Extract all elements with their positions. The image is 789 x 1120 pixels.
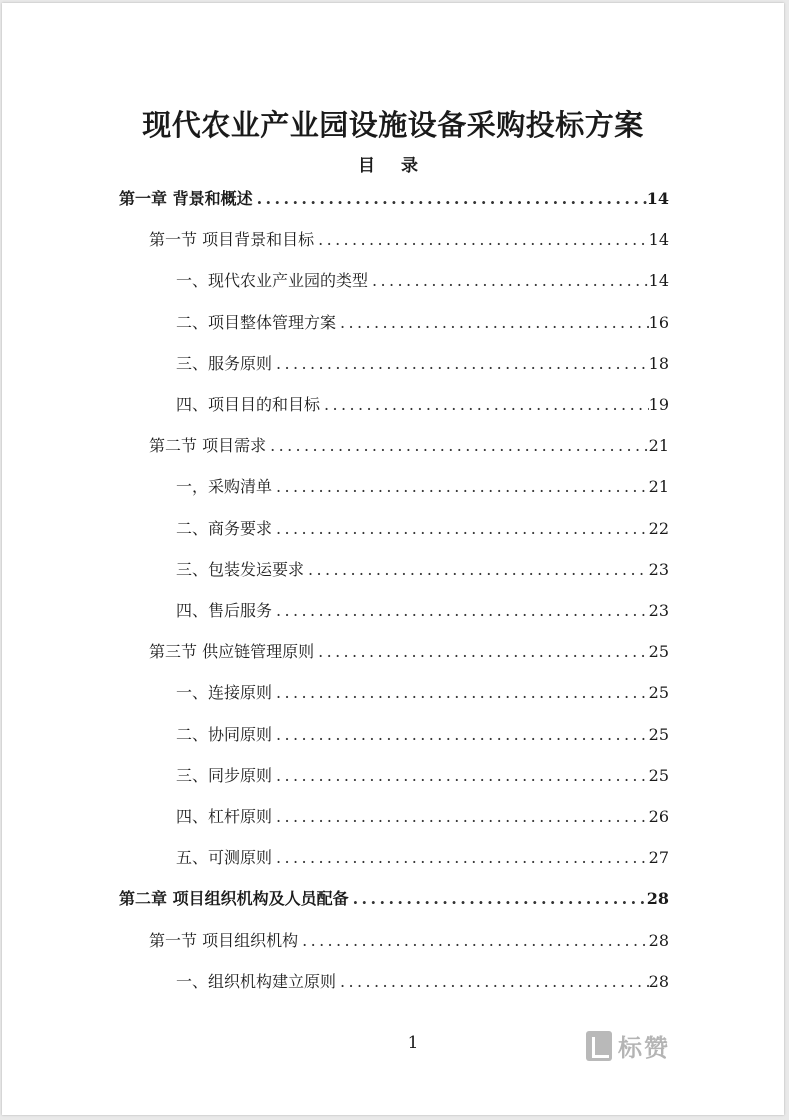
watermark-text: 标赞	[618, 1034, 670, 1062]
toc-entry[interactable]	[176, 350, 669, 378]
toc-leader-dots	[272, 844, 649, 872]
toc-entry[interactable]	[149, 432, 669, 460]
toc-entry-label: 一、组织机构建立原则	[176, 972, 337, 991]
toc-entry-label: 第二章 项目组织机构及人员配备	[119, 889, 349, 908]
toc-entry-page-number: 25	[648, 642, 669, 661]
toc-leader-dots	[266, 432, 649, 460]
toc-entry-label: 四、售后服务	[176, 601, 273, 620]
toc-entry-label: 一，采购清单	[176, 477, 273, 496]
toc-entry[interactable]	[176, 844, 669, 872]
toc-entry-label: 第三节 供应链管理原则	[149, 642, 315, 661]
watermark	[586, 1028, 670, 1063]
toc-leader-dots	[304, 556, 649, 584]
toc-entry[interactable]	[176, 556, 669, 584]
toc-entry-label: 五、可测原则	[176, 848, 273, 867]
toc-entry-page-number: 26	[648, 807, 669, 826]
toc-entry-page-number: 23	[648, 601, 669, 620]
toc-entry[interactable]	[149, 638, 669, 666]
toc-entry-page-number: 25	[648, 683, 669, 702]
toc-entry-label: 三、同步原则	[176, 766, 273, 785]
toc-leader-dots	[272, 515, 649, 543]
toc-leader-dots	[314, 638, 649, 666]
toc-leader-dots	[272, 597, 649, 625]
toc-entry[interactable]	[176, 515, 669, 543]
toc-leader-dots	[336, 309, 649, 337]
toc-leader-dots	[272, 679, 649, 707]
toc-entry[interactable]	[176, 762, 669, 790]
document-page	[2, 3, 784, 1115]
toc-leader-dots	[272, 762, 649, 790]
toc-leader-dots	[349, 885, 647, 913]
toc-entry-page-number: 25	[648, 725, 669, 744]
toc-leader-dots	[320, 391, 649, 419]
toc-entry[interactable]	[149, 927, 669, 955]
toc-leader-dots	[272, 721, 649, 749]
biaozan-logo-icon	[586, 1031, 612, 1061]
toc-entry[interactable]	[176, 473, 669, 501]
toc-entry-label: 第一章 背景和概述	[119, 189, 253, 208]
toc-entry-label: 二、商务要求	[176, 519, 273, 538]
toc-entry[interactable]	[176, 679, 669, 707]
toc-leader-dots	[272, 803, 649, 831]
toc-leader-dots	[314, 226, 649, 254]
toc-entry[interactable]	[119, 185, 669, 213]
toc-leader-dots	[272, 350, 649, 378]
toc-entry-page-number: 14	[648, 230, 669, 249]
toc-entry-label: 二、项目整体管理方案	[176, 313, 337, 332]
toc-entry[interactable]	[176, 267, 669, 295]
toc-entry-page-number: 22	[648, 519, 669, 538]
toc-entry-page-number: 21	[648, 477, 669, 496]
toc-entry-page-number: 28	[648, 931, 669, 950]
toc-entry-page-number: 28	[648, 972, 669, 991]
toc-leader-dots	[253, 185, 647, 213]
toc-entry-page-number: 28	[646, 889, 669, 908]
toc-entry[interactable]	[176, 721, 669, 749]
toc-entry-page-number: 19	[648, 395, 669, 414]
toc-entry[interactable]	[149, 226, 669, 254]
toc-entry-label: 三、包装发运要求	[176, 560, 305, 579]
toc-entry-page-number: 18	[648, 354, 669, 373]
toc-entry-page-number: 14	[646, 189, 669, 208]
toc-entry-label: 第一节 项目背景和目标	[149, 230, 315, 249]
toc-entry-page-number: 21	[648, 436, 669, 455]
toc-entry-label: 第一节 项目组织机构	[149, 931, 299, 950]
toc-entry-label: 三、服务原则	[176, 354, 273, 373]
toc-entry-label: 二、协同原则	[176, 725, 273, 744]
toc-heading: 目 录	[358, 156, 428, 176]
toc-leader-dots	[336, 968, 649, 996]
toc-entry[interactable]	[176, 309, 669, 337]
toc-entry[interactable]	[119, 885, 669, 913]
toc-leader-dots	[298, 927, 649, 955]
toc-entry-page-number: 16	[648, 313, 669, 332]
toc-leader-dots	[272, 473, 649, 501]
toc-entry-label: 一、连接原则	[176, 683, 273, 702]
page-number: 1	[407, 1033, 419, 1053]
document-title: 现代农业产业园设施设备采购投标方案	[142, 108, 644, 142]
toc-entry[interactable]	[176, 391, 669, 419]
toc-entry-page-number: 27	[648, 848, 669, 867]
toc-entry-page-number: 25	[648, 766, 669, 785]
toc-entry-label: 第二节 项目需求	[149, 436, 267, 455]
toc-entry-label: 一、现代农业产业园的类型	[176, 271, 369, 290]
toc-entry-page-number: 23	[648, 560, 669, 579]
toc-entry-page-number: 14	[648, 271, 669, 290]
toc-entry[interactable]	[176, 803, 669, 831]
toc-leader-dots	[368, 267, 649, 295]
toc-entry[interactable]	[176, 968, 669, 996]
toc-entry[interactable]	[176, 597, 669, 625]
toc-entry-label: 四、项目目的和目标	[176, 395, 321, 414]
toc-entry-label: 四、杠杆原则	[176, 807, 273, 826]
